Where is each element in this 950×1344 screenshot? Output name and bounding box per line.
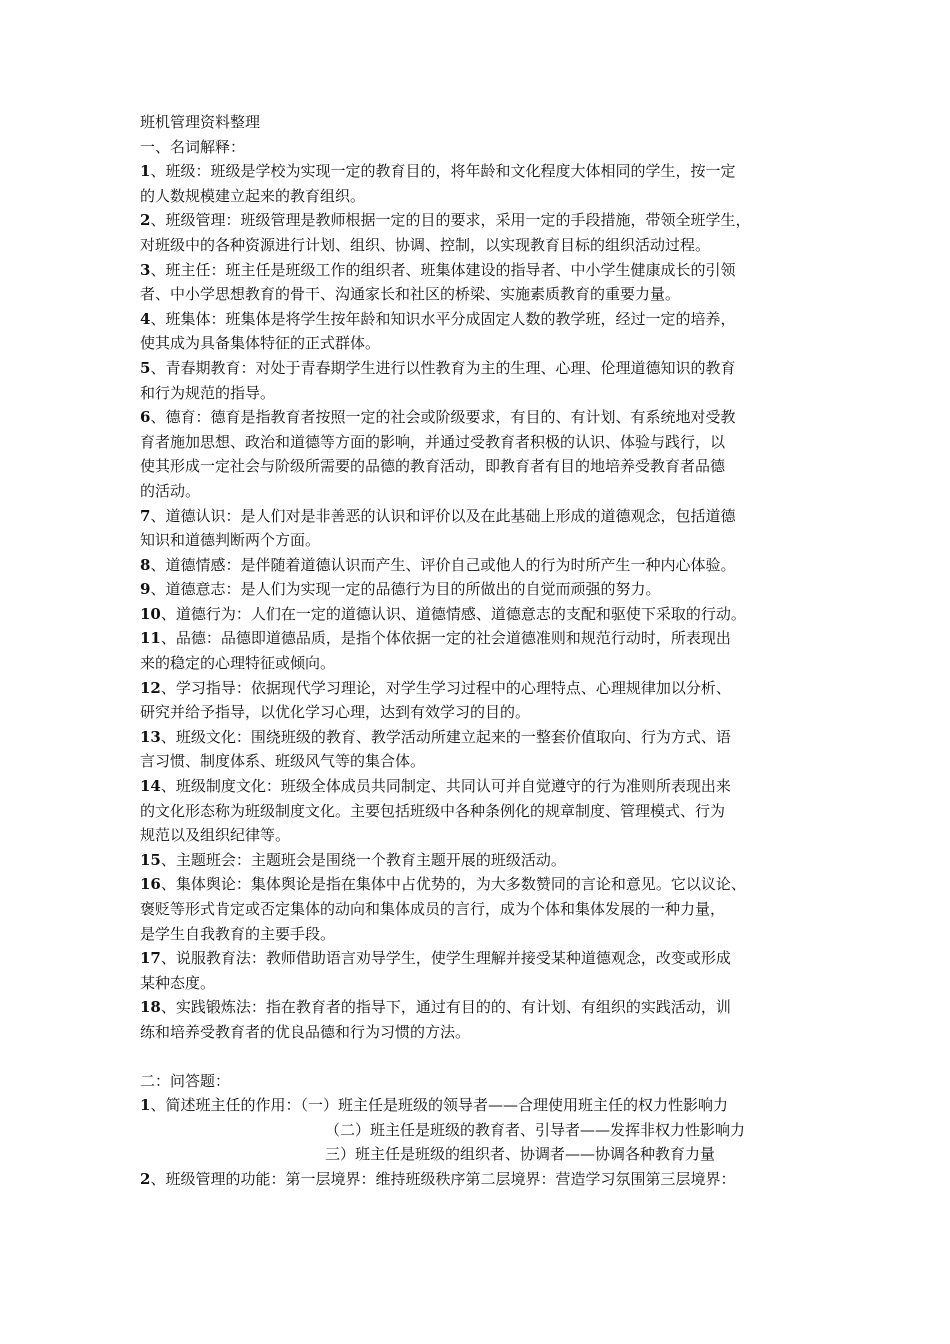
definition-continuation: [140, 651, 830, 676]
definition-text: 、道德认识：是人们对是非善恶的认识和评价以及在此基础上形成的道德观念，包括道德: [150, 506, 736, 525]
definition-item: [140, 626, 830, 651]
definition-text: 、集体舆论：集体舆论是指在集体中占优势的，为大多数赞同的言论和意见。它以议论、: [160, 875, 746, 894]
definition-text: 育者施加思想、政治和道德等方面的影响，并通过受教育者积极的认识、体验与践行，以: [140, 432, 726, 451]
qa-item-2: [140, 1167, 830, 1192]
section-heading-qa: 二：问答题：: [140, 1071, 231, 1090]
section-heading-definitions: 一、名词解释：: [140, 137, 246, 156]
document-body: [140, 110, 830, 1192]
definition-number: 5: [140, 358, 151, 377]
definition-number: 13: [140, 727, 161, 746]
definition-text: 、德育：德育是指教育者按照一定的社会或阶级要求，有目的、有计划、有系统地对受教: [150, 408, 736, 427]
definition-continuation: [140, 971, 830, 996]
definition-text: 、道德行为：人们在一定的道德认识、道德情感、道德意志的支配和驱使下采取的行动。: [160, 604, 746, 623]
definition-continuation: [140, 823, 830, 848]
definition-item: [140, 577, 830, 602]
definition-continuation: [140, 233, 830, 258]
definition-text: 、实践锻炼法：指在教育者的指导下，通过有目的的、有计划、有组织的实践活动，训: [160, 998, 731, 1017]
definition-text: 和行为规范的指导。: [140, 383, 276, 402]
definitions-list: [140, 159, 830, 1044]
qa-text: 、班级管理的功能：第一层境界：维持班级秩序第二层境界：营造学习氛围第三层境界：: [150, 1169, 736, 1188]
definition-text: 某种态度。: [140, 973, 216, 992]
definition-continuation: [140, 922, 830, 947]
definition-number: 3: [140, 260, 151, 279]
definition-item: [140, 995, 830, 1020]
definition-text: 、品德：品德即道德品质，是指个体依据一定的社会道德准则和规范行动时，所表现出: [160, 629, 731, 648]
definition-item: [140, 725, 830, 750]
definition-text: 规范以及组织纪律等。: [140, 826, 291, 845]
definition-continuation: [140, 381, 830, 406]
definition-continuation: [140, 282, 830, 307]
definition-text: 练和培养受教育者的优良品德和行为习惯的方法。: [140, 1022, 471, 1041]
definition-text: 者、中小学思想教育的骨干、沟通家长和社区的桥梁、实施素质教育的重要力量。: [140, 285, 681, 304]
definition-text: 褒贬等形式肯定或否定集体的动向和集体成员的言行，成为个体和集体发展的一种力量，: [140, 900, 726, 918]
qa-item-1-sub-3: 三）班主任是班级的组织者、协调者——协调各种教育力量: [325, 1145, 716, 1164]
definition-number: 12: [140, 678, 161, 697]
definition-item: [140, 208, 830, 233]
definition-item: [140, 405, 830, 430]
definition-number: 9: [140, 580, 151, 599]
definition-text: 、说服教育法：教师借助语言劝导学生，使学生理解并接受某种道德观念，改变或形成: [160, 949, 731, 968]
definition-item: [140, 848, 830, 873]
definition-text: 来的稳定的心理特征或倾向。: [140, 654, 336, 673]
definition-text: 的文化形态称为班级制度文化。主要包括班级中各种条例化的规章制度、管理模式、行为: [140, 801, 726, 820]
definition-continuation: [140, 331, 830, 356]
definition-item: [140, 356, 830, 381]
definition-item: [140, 258, 830, 283]
definition-number: 18: [140, 998, 161, 1017]
definition-text: 、班级制度文化：班级全体成员共同制定、共同认可并自觉遵守的行为准则所表现出来: [160, 777, 731, 796]
definition-text: 、主题班会：主题班会是围绕一个教育主题开展的班级活动。: [160, 850, 566, 869]
definition-text: 言习惯、制度体系、班级风气等的集合体。: [140, 752, 426, 771]
definition-item: [140, 676, 830, 701]
definition-number: 6: [140, 408, 151, 427]
definition-text: 对班级中的各种资源进行计划、组织、协调、控制，以实现教育目标的组织活动过程。: [140, 235, 711, 254]
definition-number: 10: [140, 604, 161, 623]
definition-continuation: [140, 799, 830, 824]
definition-item: [140, 946, 830, 971]
definition-item: [140, 553, 830, 578]
definition-item: [140, 159, 830, 184]
definition-text: 知识和道德判断两个方面。: [140, 531, 321, 550]
definition-continuation: [140, 528, 830, 553]
definition-continuation: [140, 430, 830, 455]
definition-continuation: [140, 479, 830, 504]
definition-text: 的人数规模建立起来的教育组织。: [140, 186, 366, 205]
definition-text: 的活动。: [140, 481, 201, 500]
definition-number: 15: [140, 850, 161, 869]
definition-continuation: [140, 454, 830, 479]
definition-number: 17: [140, 949, 161, 968]
section-spacer: [140, 1045, 830, 1069]
definition-continuation: [140, 749, 830, 774]
qa-item-1: [140, 1093, 830, 1118]
definition-text: 、班集体：班集体是将学生按年龄和知识水平分成固定人数的教学班，经过一定的培养，: [150, 309, 736, 328]
definition-continuation: [140, 184, 830, 209]
definition-item: [140, 774, 830, 799]
definition-number: 7: [140, 506, 151, 525]
qa-number: 1: [140, 1096, 151, 1115]
definition-continuation: [140, 1020, 830, 1045]
document-title: 班机管理资料整理: [140, 113, 261, 131]
definition-text: 、班级文化：围绕班级的教育、教学活动所建立起来的一整套价值取向、行为方式、语: [160, 727, 731, 746]
definition-item: [140, 602, 830, 627]
definition-number: 4: [140, 309, 151, 328]
definition-continuation: [140, 700, 830, 725]
definition-text: 、班主任：班主任是班级工作的组织者、班集体建设的指导者、中小学生健康成长的引领: [150, 260, 736, 279]
qa-item-1-sub-2: （二）班主任是班级的教育者、引导者——发挥非权力性影响力: [325, 1120, 746, 1139]
definition-text: 、道德情感：是伴随着道德认识而产生、评价自己或他人的行为时所产生一种内心体验。: [150, 555, 736, 574]
definition-text: 、班级管理：班级管理是教师根据一定的目的要求，采用一定的手段措施，带领全班学生，: [150, 211, 751, 230]
definition-text: 使其成为具备集体特征的正式群体。: [140, 334, 381, 353]
definition-number: 16: [140, 875, 161, 894]
definition-text: 、学习指导：依据现代学习理论，对学生学习过程中的心理特点、心理规律加以分析、: [160, 678, 731, 697]
definition-item: [140, 307, 830, 332]
definition-text: 是学生自我教育的主要手段。: [140, 924, 336, 943]
definition-number: 2: [140, 211, 151, 230]
definition-text: 研究并给予指导，以优化学习心理，达到有效学习的目的。: [140, 703, 531, 722]
definition-number: 11: [140, 629, 161, 648]
qa-number: 2: [140, 1169, 151, 1188]
definition-item: [140, 872, 830, 897]
definition-text: 、道德意志：是人们为实现一定的品德行为目的所做出的自觉而顽强的努力。: [150, 580, 661, 599]
definition-number: 8: [140, 555, 151, 574]
definition-number: 1: [140, 162, 151, 181]
definition-number: 14: [140, 777, 161, 796]
definition-text: 、青春期教育：对处于青春期学生进行以性教育为主的生理、心理、伦理道德知识的教育: [150, 358, 736, 377]
definition-item: [140, 504, 830, 529]
definition-text: 、班级：班级是学校为实现一定的教育目的，将年龄和文化程度大体相同的学生，按一定: [150, 162, 736, 181]
definition-continuation: [140, 897, 830, 922]
definition-text: 使其形成一定社会与阶级所需要的品德的教育活动，即教育者有目的地培养受教育者品德: [140, 457, 726, 476]
qa-text: 、简述班主任的作用：（一）班主任是班级的领导者——合理使用班主任的权力性影响力: [150, 1096, 728, 1115]
